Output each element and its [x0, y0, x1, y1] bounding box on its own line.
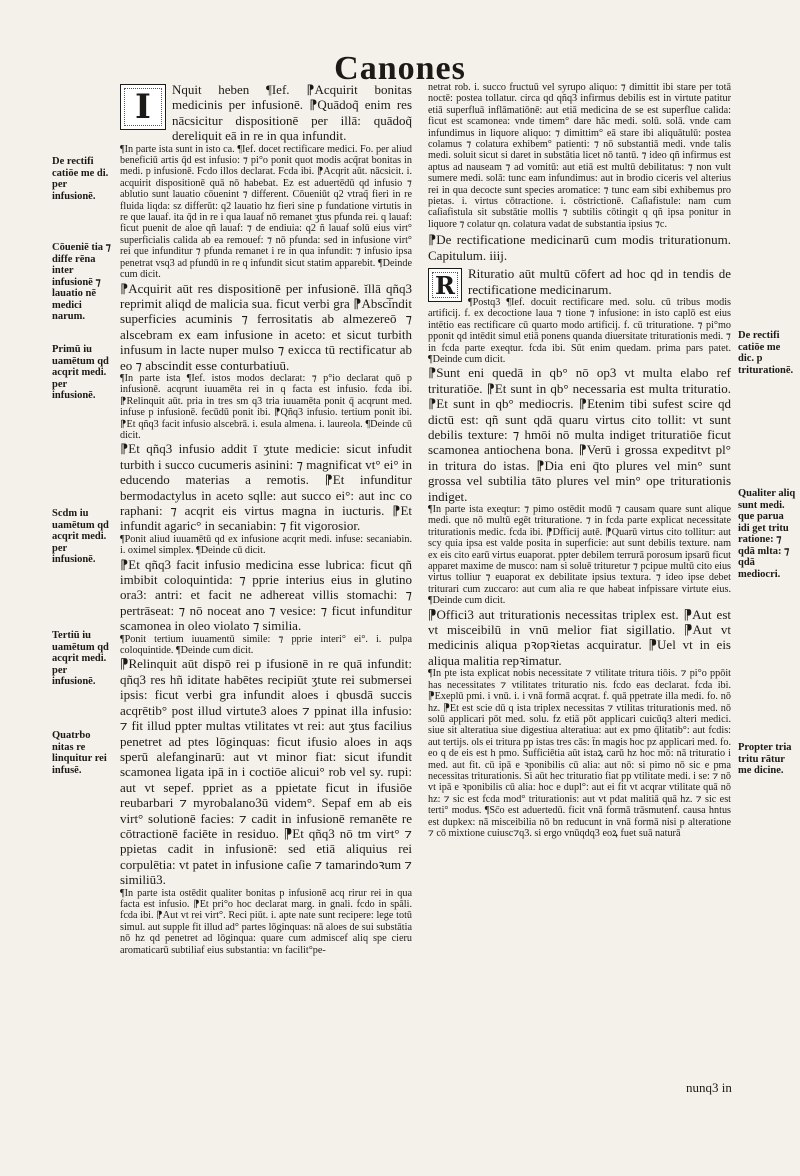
commentary-block: ¶Ponit aliud iuuamētū qd ex infusione acqrit medi. infuse: secaniabin. i. oximel simplex. ¶Deinde cū dicit. [120, 533, 412, 557]
marginal-note: De rectifi catiōe me di. per infusionē. [52, 156, 109, 202]
decorated-initial-left: I [120, 84, 166, 130]
commentary-block: ¶Ponit tertium iuuamentū simile: ⁊ pprie interi° ei°. i. pulpa coloquintide. ¶Deinde cum dicit. [120, 633, 412, 657]
marginal-note: De rectifi catiōe me dic. p triturationē. [738, 330, 794, 376]
commentary-block: ¶In parte ista exeqtur: ⁊ pimo ostēdit modū ⁊ causam quare sunt alique medi. que nō multū egēt trituratione. ⁊ in fcda parte explicat necessitate triturationis medic. fcda ibi. ⁋Dfficij autē. ⁋Quarū virtus cito tollitur: aut scy quia ipsa est valde posita in superficie: aut sunt debilis texture. nam ex eis cito earū virtus euaporat. ppter debilem terrurā porosum ipsarū ficut apparet maxime de musco: nam si soluē trituretur ⁊ pcipue multū cito eius virtus tolliur ⁊ euaporat ex debilitate ipsius textura. ⁊ ideo ipse debet triturari cum zuccaro: aut cum alia re que habeat infpissare virtute eius. ¶Deinde cum dicit. [428, 504, 731, 607]
marginal-note: Tertiū iu uamētum qd acqrit medi. per infusionē. [52, 630, 109, 687]
marginal-note: Cōueniē tia ⁊ diffe rēna inter infusionē ⁊ lauatio nē medici narum. [52, 242, 111, 322]
marginal-note: Qualiter aliq sunt medi. que parua idi get tritu ratione: ⁊ qdā mlta: ⁊ qdā mediocri. [738, 488, 796, 580]
text-block: ⁋Et qñq3 facit infusio medicina esse lubrica: ficut qñ imbibit coloquintida: ⁊ pprie interius eius in glutino ora3: antri: et facit ne adhereat villis stomachi: ⁊ pertrāseat: ⁊ nō noceat ano ⁊ vesice: ⁊ ficut infunditur scamonea in oleo violato ⁊ similia. [120, 556, 412, 634]
commentary-block: ¶In parte ista sunt in isto ca. ¶Ief. docet rectificare medici. Fo. per aliud beneficiū artis q̄d est infusio: ⁊ pi°o ponit quot modis acq̃rat bonitas in medi. p infusionē. Fcdo illos declarat. Fcda ibi. ⁋Acqrit aūt. nācsicit. i. acquirit dispositionē quā nō habebat. Ez est aduertēdū qd infusio ⁊ ablutio sunt lauatio cōuenint ⁊ different. Cōueniūt q2 vtraq̃ fieri in re fluida liqda: sz differūt: q2 lauatio hz fieri sine p fundatione virtutis in re que lauaf. ita q̄d in re i qua lauaf nō remanet ʒtus pfunda rei. q lauaf: ficut puenit de aloe qñ lauaf: ⁊ de endiuia: q2 ñ lauaf solū eius virt° superficialis calida ab ea remouef: ⁊ nō pfunda: sed in infusione virt° rei que infunditur ⁊ pfunda remanet i re in qua infundit: ⁊ infusio ipsa penetrat vsq3 ad pfundū in re q infundit sicut statim apparebit. ¶Deinde cum dicit. [120, 143, 412, 281]
marginal-note: Quatrbo nitas re linquitur rei infusē. [52, 730, 107, 776]
left-column [120, 82, 412, 956]
commentary-block: ¶In parte ista ¶Ief. istos modos declarat: ⁊ p°io declarat quō p infusionē. acqrunt iuuamēta rei in q facta est infusio. fcda ibi. ⁋Relinquit aūt. pria in tres sm q3 tria iuuamēta ponit q̄ acqrunt med. infuse p infusionē. fecūdū ponit ibi. ⁋Qñq3 infusio. tertium ponit ibi. ⁋Et qñq3 facit infusio alscebrā. i. esula almena. i. laureola. ¶Deinde cū dicit. [120, 372, 412, 441]
text-block: ⁋Relinquit aūt dispō rei p ifusionē in re quā infundit: qñq3 res hñ iditate habētes recipiūt ʒtute rei submersei ipsis: ficut verbi gra infundit aloes i qbusdā succis acqrētib° post illud virtute3 aloes ⁊ ppinat illa infusio: ⁊ fit illud ppter multas vtilitates vt rei: aut ʒtus facilius penetret ad ptes lōginquas: ficut ifusio aloes in aqs sperū alefanginarū: aut vt minor fiat: sicut ifundit scamonea ligata ipā in i coctiōe alicui° rob vel sy. rupi: aut vt sepef. ppriet as a ppietate ficut in ifusiōe reubarbari ⁊ myrobalano3ū videm°. Sepaf em ab eis virt° solutionē facies: ⁊ cadit in infusionē remanēte re cōtractionē faciēte in residuo. ⁋Et qñq3 nō tm virt° ⁊ ppietas cadit in infusionē: sed etiā aliquius rei corpulētia: vt patet in infusione caſie ⁊ tamarindoꝛum ⁊ similiū3. [120, 656, 412, 888]
running-title: Canones [334, 50, 466, 87]
text-block: ⁋Acquirit aūt res dispositionē per infusionē. ĭllā qñq3 reprimit aliqd de malicia sua. ficut verbi gra ⁋Absci̅ndit superficies acuminis ⁊ ferrositatis ab almezereō ⁊ alscebram ex eam infusione in aceto: et sicut turbith infusum in lacte nuper mulso ⁊ exicca tū rectificatur ab eo ⁊ abscindit esse conturbatiuū. [120, 280, 412, 373]
marginal-note: Primū iu uamētum qd acqrit medi. per infusionē. [52, 344, 109, 401]
commentary-block: ¶In parte ista ostēdit qualiter bonitas p infusionē acq rirur rei in qua facta est infusio. ⁋Et pri°o hoc declarat marg. in gnali. fcdo in spāli. fcda ibi. ⁋Aut vt rei virt°. Reci piūt. i. apte nate sunt recipere: lege totū simul. aut supple fit illud ad° partes lōginquas: nā aloes de sui substātia nō hz qd penetret ad lōginqua: quare cum admiscef aliq spe cieru aromaticarū subtiliaf eius substantia: vn facilit°pe- [120, 887, 412, 956]
text-block: ⁋Offici3 aut triturationis necessitas triplex est. ⁋Aut est vt misceibilū in vnū melior fiat sigillatio. ⁋Aut vt medicinis aliqua pꝛopꝛietas acquiratur. ⁋Uel vt in eis aliqua malitia repꝛimatur. [428, 606, 731, 668]
marginal-note: Scdm iu uamētum qd acqrit medi. per infusionē. [52, 508, 109, 565]
text-block: Nquit heben ¶Ief. ⁋Acquirit bonitas medicinis per infusionē. ⁋Quādoq̃ enim res nācsicitur dispositionē per illā: quādoq̃ dereliquit eā in re in qua infundit. [172, 82, 412, 144]
commentary-block: ¶Postq3 ¶Ief. docuit rectificare med. solu. cū tribus modis artificij. f. ex decoctione laua ⁊ tione ⁊ infusione: in isto caplō est eius intētio eas rectificare cū quarto modo artificij. f. cū trituratione. ⁊ pi°mo pponit qd intēdit simul etiā ponens quanda diuersitate triturationis medi. ⁊ in fcda parte exeqtur. fcda ibi. Sūt enim quedam. prima pars patet. ¶Deinde cum dicit. [428, 296, 731, 365]
text-block: Rituratio aūt multū cōfert ad hoc qd in tendis de rectificatione medicinarum. [468, 266, 731, 297]
marginal-note: Propter tria tritu rātur me dicine. [738, 742, 792, 776]
commentary-block: netrat rob. i. succo fructuū vel syrupo aliquo: ⁊ dimittit ibi stare per totā noctē: postea tollatur. circa qd qñq3 infirmus debilis est in virtute patitur etiā superfluā inflāmatiōnē: aut etiā medicina de se est superflue calida: ficut est scamonea: vnde timem° dare hāc medi. solū. solā. vnde cam infundimus in liquore aliquo: ⁊ dimittim° eā stare ibi aliquātulū: postea colamus ⁊ colatura exhibem° patienti: ⁊ nō substantiā medi. vnde talis medi. soluit sicut si daret in substātia licet nō tantū. ⁊ ideo qñ infirmus est aptus ad nauseam ⁊ ad vomitū: aut etiā est multū debilitatus: ⁊ non vult sumere medi. solā: tunc eam infundimus: aut in brodio ciceris vel alterius rei in qua decocte sunt species aromatice: ⁊ tunc eam sibi exhibemus pro pietas. i. virtus cōtractione. i. cōstrictionē. Caſiafistule: nam cum caſiafistula sit substātie mollis ⁊ subtilis cōtingit q qñ ipsa ponitur in liquore ⁊ colatur qn. colatura vadat de substantia ipsius ⁊c. [428, 82, 731, 230]
catchword: nunq3 in [686, 1080, 732, 1095]
chapter-heading: ⁋De rectificatione medicinarū cum modis triturationum. Capitulum. iiij. [428, 232, 731, 263]
decorated-initial-right: R [428, 268, 462, 302]
text-block: ⁋Sunt eni quedā in qb° nō op3 vt multa elabo ref trituratiōe. ⁋Et sunt in qb° necessaria est multa trituratio. ⁋Et sunt in qb° mediocris. ⁋Etenim tibi sufest scire qd dictū est: qñ sunt qdā quaru virtus cito tollit: vt sunt debilis texture: ⁊ hmōi nō multa indiget trituratiōe ficut scamonea antiochena bona. ⁋Verū i grossa expeditvt pl° in tritura do istas. ⁋Dia eni q̄to plures vel min° sunt grossa vel subtilia tāto plures vel min° ope triturationis indiget. [428, 365, 731, 504]
text-block: ⁋Et qñq3 infusio addit ī ʒtute medicie: sicut infudit turbith i succo cucumeris asinini: ⁊ magnificat vt° ei° in educendo materias a remotis. ⁋Et infunditur bermodactylus in aceto sqlle: aut succo ei°: aut inc co raphani: ⁊ acqrit eis virtus magna in iucturis. ⁋Et infundit agaric° in secaniabin: ⁊ fit vigorosior. [120, 441, 412, 534]
right-column [428, 82, 731, 839]
commentary-block: ¶In pte ista explicat nobis necessitate ⁊ vtilitate tritura tiōis. ⁊ pi°o ppōit has necessitates ⁊ vtilitates trituratio nis. fcdo eas declarat. fcda ibi. ⁋Exeplū pmi. i vnū. i. i vnā formā acqrat. f. quā ppetrate illa medi. fo. nō hz. ⁋Et est scie dū q ista triplex necessitas ⁊ vtilitas triturationis med. nō solū applicari pōt med. solu. fz etiā pōt applicari cuicūq3 alteri medici. siue sit alteratiua siue digestiua alteratiua: aut ex pmo q̄litatib°: aut fcdis: aut tertijs. ols ei tritura pp istas tres cās: t̄n magis hoc pz applicari med. fo. eo q de eis est h pmo. Sufficiētia aūt istaꝝ carū hz hoc mō: nā trituratio i med. aut fit. cū ipā e ꝛponibilis cū alia: aut nō: si pimo nō sic e pma necessitas triturationis. Si aūt hec trituratio fiat pp vtilitate medi. i se: ⁊ nō vt ipā e ꝛponibilis cū alia: hoc e dupl°: aut ei fit vt acqrar vtilitate quā nō hz: ⁊ sic est fcda mod° triturationis: aut vt pdat malitiā quā hz. ⁊ sic est terti° modus. ¶Sc̄o est aduertedū. ficit vnā formā trāsmutenf. causa hntus est dupkex: nā misceibilia nō bn reducunt in vnā formā nisi p alteratione ⁊ cō mixtione cuiusc⁊q3. si ergo vnūqdq3 eoꝝ fuet suā naturā [428, 668, 731, 839]
